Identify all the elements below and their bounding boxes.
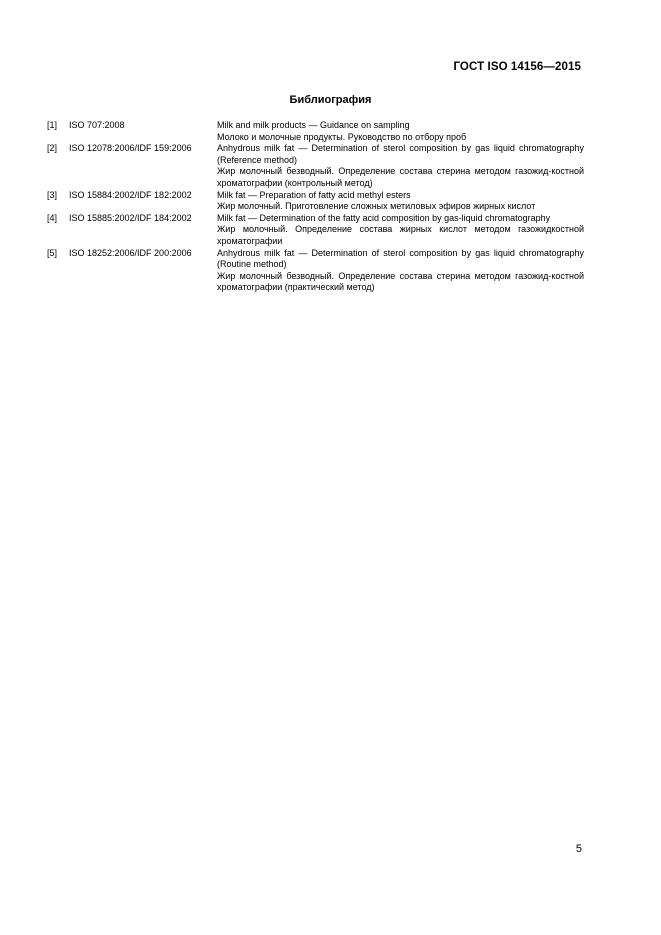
bibliography-entry — [47, 143, 584, 189]
bibliography-entry — [47, 248, 584, 294]
entry-title-ru: Жир молочный безводный. Определение состава стерина методом газожид-костной хроматографии (контрольный метод) — [217, 166, 584, 188]
entry-number: [2] — [47, 143, 58, 154]
entry-description — [217, 213, 584, 248]
entry-description — [217, 143, 584, 189]
bibliography-entry — [47, 213, 584, 248]
entry-reference: ISO 15885:2002/IDF 184:2002 — [69, 212, 192, 223]
entry-description — [217, 190, 584, 213]
entry-title-en: Anhydrous milk fat — Determination of sterol composition by gas liquid chromatography (Reference method) — [217, 143, 584, 165]
entry-number: [4] — [47, 212, 58, 223]
entry-title-en: Milk and milk products — Guidance on sampling — [217, 120, 410, 130]
entry-reference: ISO 12078:2006/IDF 159:2006 — [69, 143, 192, 154]
entry-title-ru: Молоко и молочные продукты. Руководство по отбору проб — [217, 131, 467, 142]
entry-reference: ISO 15884:2002/IDF 182:2002 — [69, 189, 192, 200]
entry-title-en: Milk fat — Determination of the fatty acid composition by gas-liquid chromatography — [217, 212, 551, 223]
entry-description — [217, 120, 584, 143]
page-number: 5 — [575, 843, 582, 855]
entry-title-ru: Жир молочный. Определение состава жирных кислот методом газожидкостной хроматографии — [217, 224, 584, 246]
bibliography-entry — [47, 120, 584, 143]
entry-title-en: Milk fat — Preparation of fatty acid methyl esters — [217, 189, 411, 200]
entry-number: [3] — [47, 189, 58, 200]
entry-description — [217, 248, 584, 294]
bibliography-list — [47, 120, 584, 294]
entry-number: [5] — [47, 247, 58, 258]
bibliography-entry — [47, 190, 584, 213]
entry-title-ru: Жир молочный. Приготовление сложных метиловых эфиров жирных кислот — [217, 201, 536, 212]
bibliography-heading: Библиография — [289, 94, 372, 106]
entry-title-en: Anhydrous milk fat — Determination of sterol composition by gas liquid chromatography (Routine method) — [217, 247, 584, 270]
entry-reference: ISO 18252:2006/IDF 200:2006 — [69, 247, 192, 258]
entry-reference: ISO 707:2008 — [69, 120, 125, 130]
document-standard-id: ГОСТ ISO 14156—2015 — [453, 61, 581, 73]
entry-title-ru: Жир молочный безводный. Определение состава стерина методом газожид-костной хроматографии (практический метод) — [217, 270, 584, 293]
entry-number: [1] — [47, 120, 58, 130]
